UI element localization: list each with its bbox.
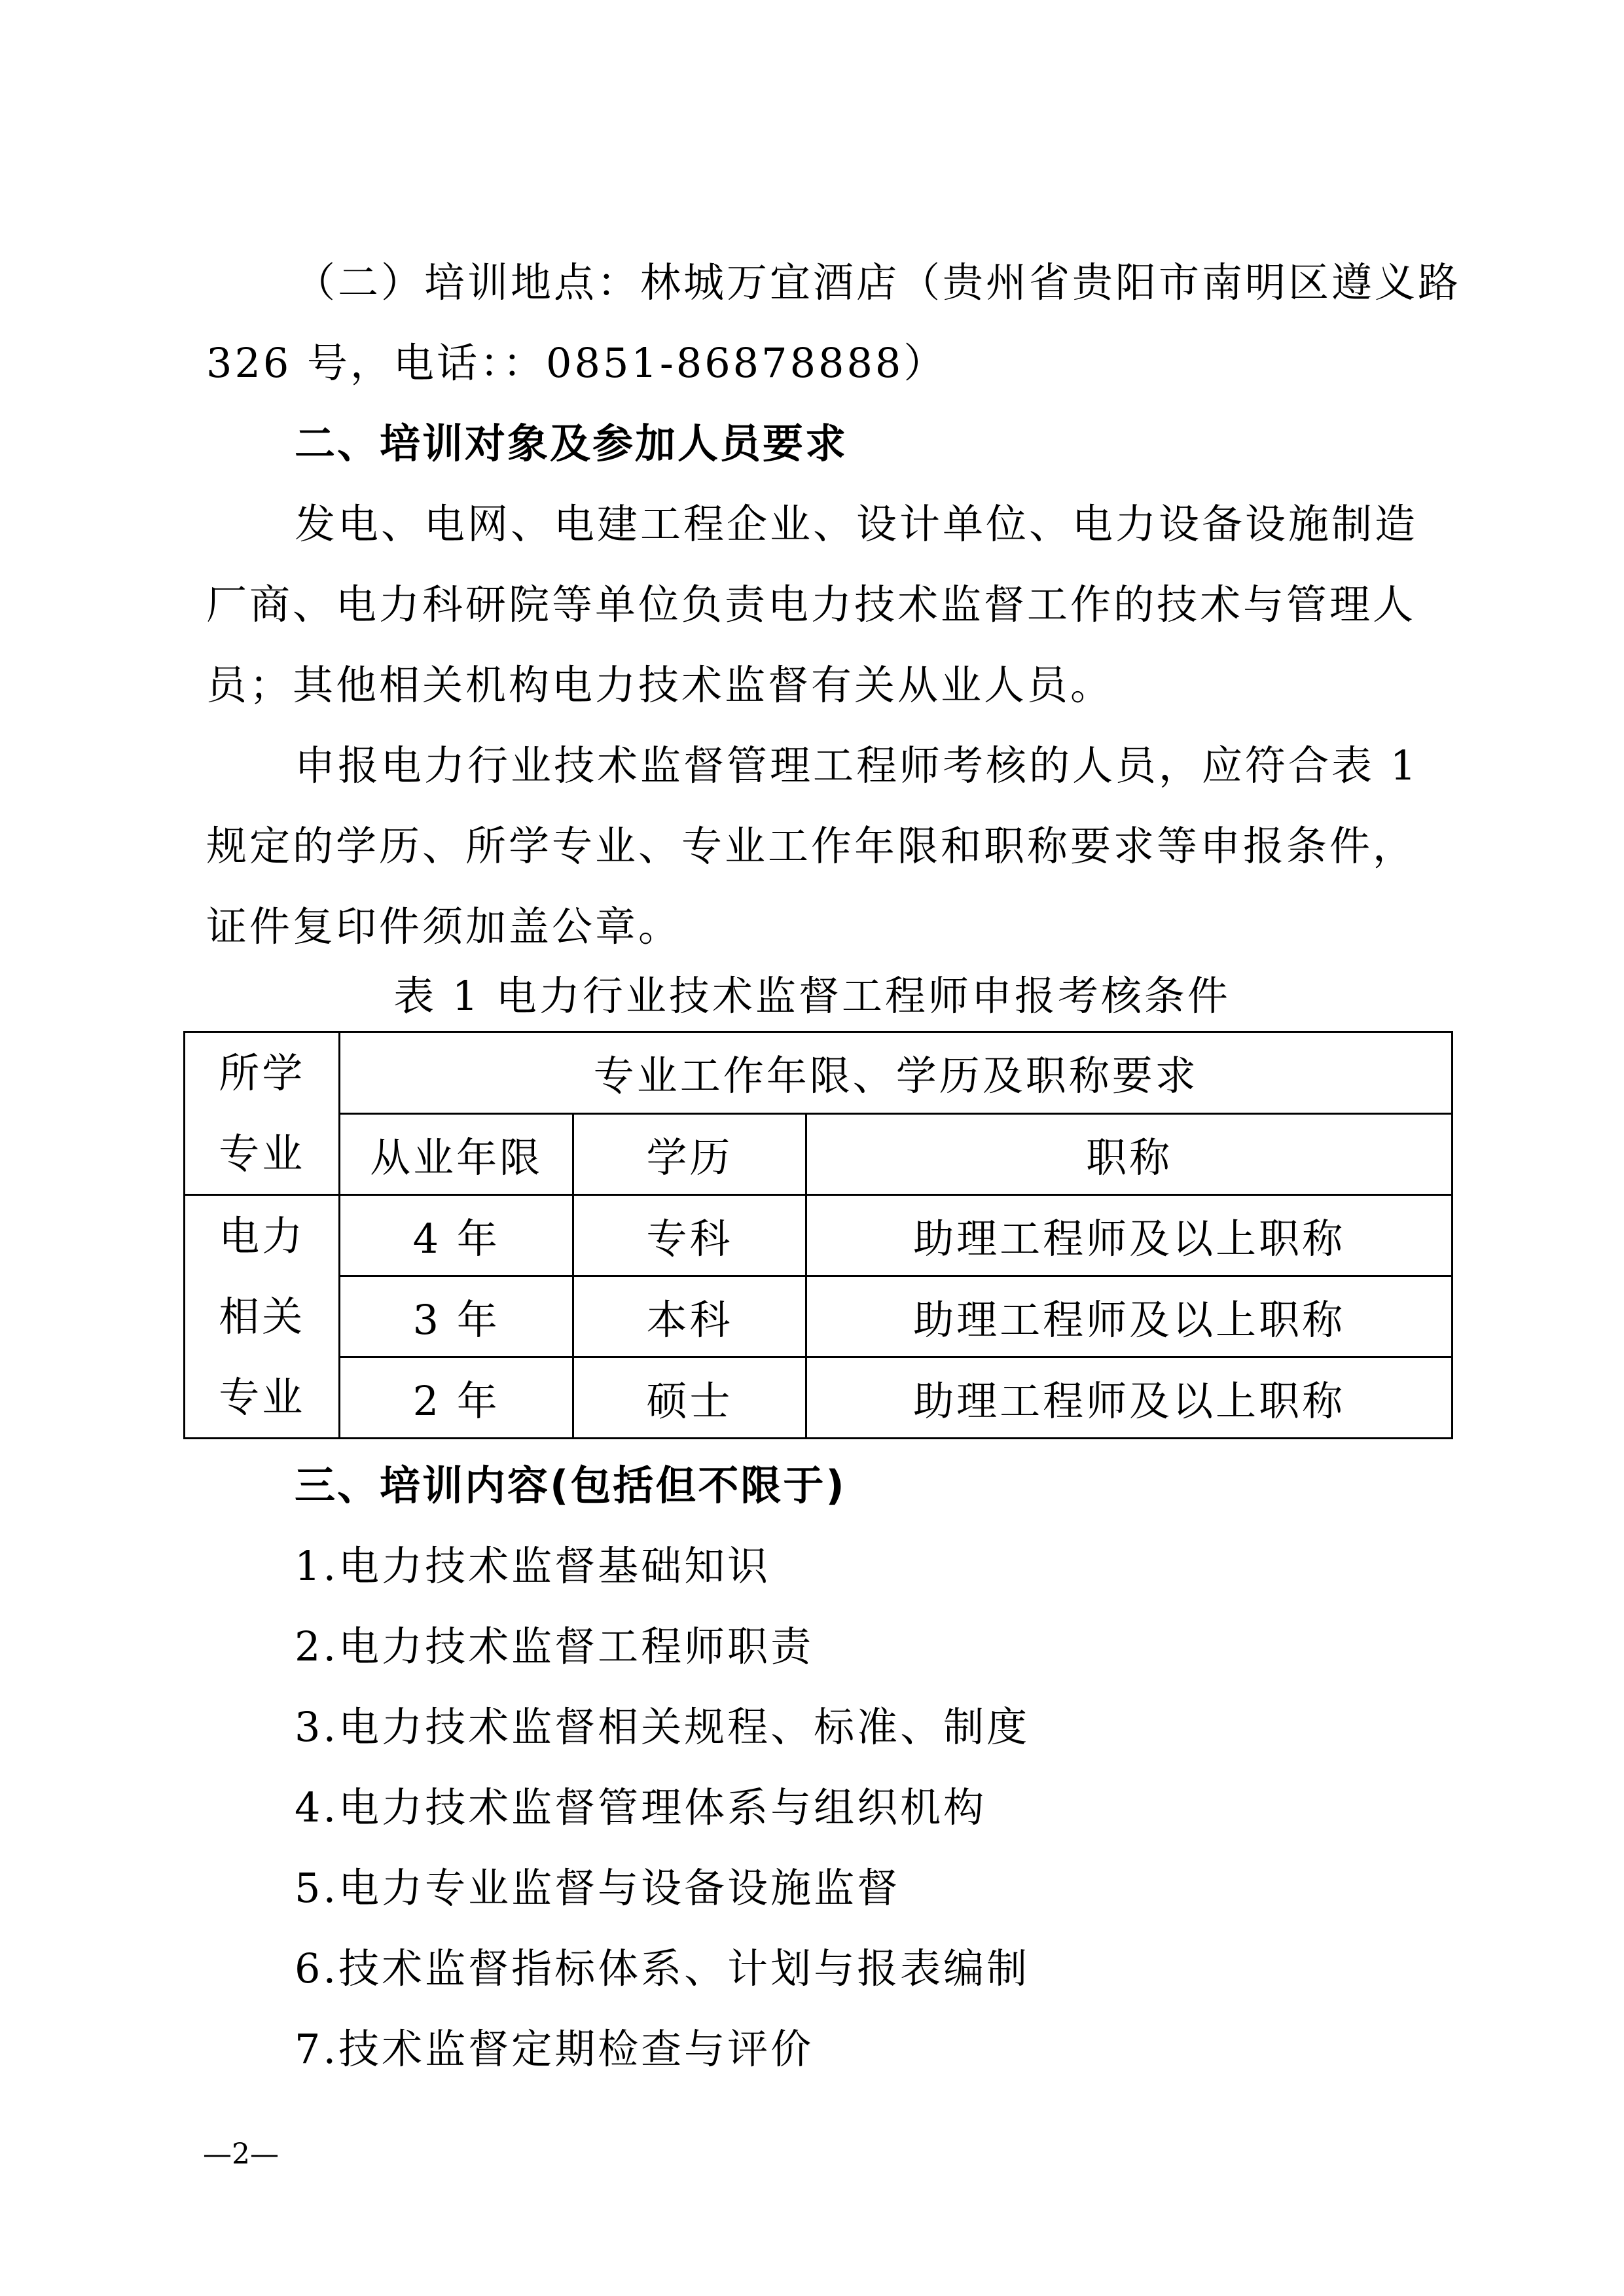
education-cell: 本科 [573,1276,806,1357]
table-header-row-2 [185,1113,1453,1195]
apply-line-1: 申报电力行业技术监督管理工程师考核的人员，应符合表 1 [295,742,1419,789]
major-value-cell [185,1195,340,1439]
location-line-2: 326 号，电话：：0851-86878888） [206,339,947,387]
major-value-line-3: 专业 [219,1373,306,1421]
years-cell: 3 年 [340,1276,573,1357]
col-header-title: 职称 [806,1113,1453,1195]
location-line-1: （二）培训地点：林城万宜酒店（贵州省贵阳市南明区遵义路 [295,259,1462,306]
content-item-2: 2.电力技术监督工程师职责 [295,1623,814,1670]
content-item-3: 3.电力技术监督相关规程、标准、制度 [295,1703,1030,1751]
group-header-cell: 专业工作年限、学历及职称要求 [340,1032,1453,1114]
major-header-cell [185,1032,340,1195]
table-caption: 表 1 电力行业技术监督工程师申报考核条件 [393,972,1231,1020]
content-item-5: 5.电力专业监督与设备设施监督 [295,1864,901,1912]
content-item-7: 7.技术监督定期检查与评价 [295,2025,814,2073]
table-row [185,1357,1453,1439]
content-item-1: 1.电力技术监督基础知识 [295,1542,771,1590]
title-cell: 助理工程师及以上职称 [806,1276,1453,1357]
major-header-line-2: 专业 [219,1130,306,1177]
major-value-line-1: 电力 [219,1212,306,1260]
title-cell: 助理工程师及以上职称 [806,1195,1453,1276]
apply-line-3: 证件复印件须加盖公章。 [206,903,682,950]
title-cell: 助理工程师及以上职称 [806,1357,1453,1439]
audience-line-1: 发电、电网、电建工程企业、设计单位、电力设备设施制造 [295,500,1418,548]
education-cell: 硕士 [573,1357,806,1439]
major-value-line-2: 相关 [219,1293,306,1340]
education-cell: 专科 [573,1195,806,1276]
content-item-6: 6.技术监督指标体系、计划与报表编制 [295,1945,1030,1992]
table-header-row-1 [185,1032,1453,1114]
years-cell: 4 年 [340,1195,573,1276]
audience-line-3: 员；其他相关机构电力技术监督有关从业人员。 [206,661,1114,709]
section-3-heading: 三、培训内容(包括但不限于) [295,1462,846,1509]
table-row [185,1276,1453,1357]
apply-line-2: 规定的学历、所学专业、专业工作年限和职称要求等申报条件， [206,822,1416,870]
requirements-table [183,1031,1453,1439]
col-header-years: 从业年限 [340,1113,573,1195]
audience-line-2: 厂商、电力科研院等单位负责电力技术监督工作的技术与管理人 [206,581,1416,628]
page-number: —2— [203,2138,279,2171]
section-2-heading: 二、培训对象及参加人员要求 [295,420,848,467]
content-item-4: 4.电力技术监督管理体系与组织机构 [295,1784,987,1831]
major-header-line-1: 所学 [219,1049,306,1097]
table-row [185,1195,1453,1276]
years-cell: 2 年 [340,1357,573,1439]
col-header-education: 学历 [573,1113,806,1195]
